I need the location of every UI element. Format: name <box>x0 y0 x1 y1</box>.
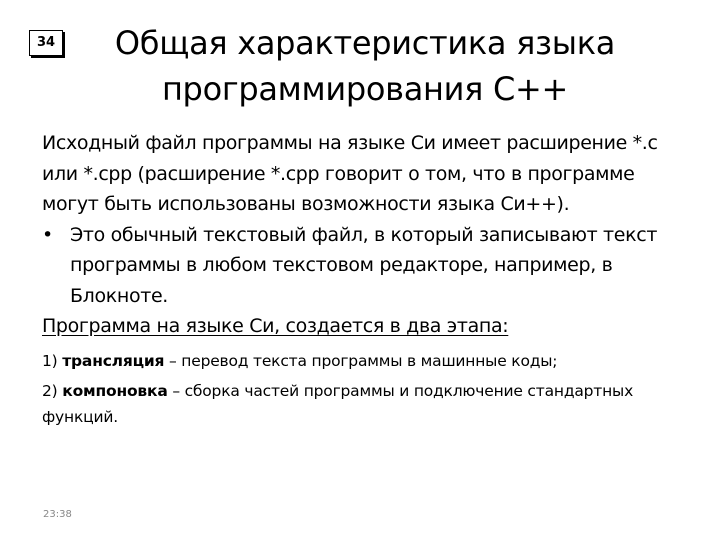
stage-term: трансляция <box>62 351 165 370</box>
intro-paragraph: Исходный файл программы на языке Си имеет расширение *.c или *.cpp (расширение *.cpp говорит о том, что в программе могут быть использованы возможности языка Си++). <box>42 132 658 215</box>
stage-description: – перевод текста программы в машинные коды; <box>164 351 558 370</box>
stage-item-translation <box>42 348 692 374</box>
stage-description: – сборка частей программы и подключение стандартных функций. <box>42 381 634 426</box>
slide-title-line-2: программирования С++ <box>161 70 569 108</box>
bullet-item <box>42 220 692 312</box>
slide-title-line-1: Общая характеристика языка <box>114 24 616 62</box>
stage-prefix: 2) <box>42 381 63 400</box>
stages-heading: Программа на языке Си, создается в два этапа: <box>42 315 509 337</box>
stage-prefix: 1) <box>42 351 63 370</box>
bullet-marker: • <box>42 223 53 246</box>
footer-timestamp: 23:38 <box>43 509 72 520</box>
slide-body <box>42 128 692 430</box>
stage-item-linking <box>42 378 692 430</box>
slide-number-badge: 34 <box>29 30 63 56</box>
bullet-text: Это обычный текстовый файл, в который записывают текст программы в любом текстовом редакторе, например, в Блокноте. <box>70 223 658 307</box>
stage-term: компоновка <box>62 381 168 400</box>
slide-title <box>70 20 660 112</box>
